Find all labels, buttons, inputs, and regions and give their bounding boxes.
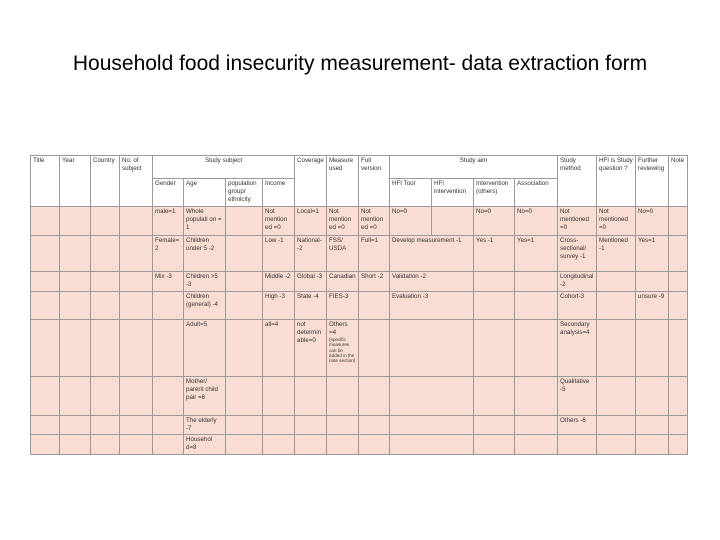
cell-further[interactable]	[636, 272, 669, 292]
cell-hfi-tool[interactable]	[390, 320, 474, 377]
cell-no-subject[interactable]	[120, 272, 153, 292]
table-row	[31, 207, 688, 236]
cell-coverage[interactable]	[295, 435, 327, 455]
cell-hfi-question[interactable]	[597, 320, 636, 377]
cell-year[interactable]	[60, 416, 91, 435]
cell-hfi-tool[interactable]	[390, 377, 474, 416]
cell-country[interactable]	[91, 207, 120, 236]
cell-age[interactable]: Whole populati on = 1	[184, 207, 226, 236]
cell-intervention-others[interactable]: Yes -1	[474, 236, 515, 272]
cell-coverage[interactable]: National--2	[295, 236, 327, 272]
cell-age[interactable]: Children >5 -3	[184, 272, 226, 292]
cell-income[interactable]	[263, 435, 295, 455]
data-extraction-table	[30, 155, 688, 455]
cell-measure[interactable]: Canadian	[327, 272, 359, 292]
subheader-hfi-tool: HFI Tool	[390, 179, 432, 207]
header-full-version: Full version	[359, 156, 390, 207]
cell-no-subject[interactable]	[120, 416, 153, 435]
cell-hfi-question[interactable]	[597, 435, 636, 455]
cell-method[interactable]: Qualitative -5	[558, 377, 597, 416]
cell-further[interactable]: No=0	[636, 207, 669, 236]
table-row	[31, 272, 688, 292]
cell-measure[interactable]	[327, 416, 359, 435]
cell-no-subject[interactable]	[120, 292, 153, 320]
cell-country[interactable]	[91, 236, 120, 272]
cell-further[interactable]	[636, 377, 669, 416]
page-title: Household food insecurity measurement- data extraction form	[72, 52, 648, 75]
cell-intervention-others[interactable]	[474, 416, 515, 435]
cell-intervention-others[interactable]	[474, 377, 515, 416]
cell-population-group[interactable]	[226, 292, 263, 320]
cell-title[interactable]	[31, 207, 60, 236]
cell-association[interactable]: No=0	[515, 207, 558, 236]
cell-coverage[interactable]: Global -3	[295, 272, 327, 292]
cell-population-group[interactable]	[226, 236, 263, 272]
cell-hfi-question[interactable]	[597, 377, 636, 416]
cell-intervention-others[interactable]	[474, 272, 515, 292]
cell-gender[interactable]: Mix -3	[153, 272, 184, 292]
cell-further[interactable]	[636, 435, 669, 455]
cell-measure[interactable]	[327, 377, 359, 416]
cell-year[interactable]	[60, 236, 91, 272]
cell-age[interactable]: Children (general) -4	[184, 292, 226, 320]
cell-method[interactable]: Others -6	[558, 416, 597, 435]
cell-gender[interactable]: male=1	[153, 207, 184, 236]
header-no-subject: No. of subject	[120, 156, 153, 207]
header-hfi-study-question: HFI is Study question ?	[597, 156, 636, 207]
cell-income[interactable]	[263, 416, 295, 435]
cell-gender[interactable]	[153, 292, 184, 320]
cell-full[interactable]	[359, 416, 390, 435]
cell-gender[interactable]: Female=2	[153, 236, 184, 272]
cell-population-group[interactable]	[226, 207, 263, 236]
cell-hfi-intervention[interactable]	[432, 207, 474, 236]
cell-method[interactable]	[558, 435, 597, 455]
header-further-reviewing: Further reviewing	[636, 156, 669, 207]
cell-hfi-question[interactable]	[597, 416, 636, 435]
cell-year[interactable]	[60, 272, 91, 292]
cell-no-subject[interactable]	[120, 207, 153, 236]
cell-year[interactable]	[60, 292, 91, 320]
cell-intervention-others[interactable]	[474, 320, 515, 377]
measure-note: (specific measures can be added in the note section)	[329, 337, 356, 364]
cell-association[interactable]	[515, 320, 558, 377]
header-measure-used: Measure used	[327, 156, 359, 207]
cell-year[interactable]	[60, 435, 91, 455]
cell-further[interactable]: unsure -9	[636, 292, 669, 320]
cell-country[interactable]	[91, 292, 120, 320]
header-country: Country	[91, 156, 120, 207]
cell-age[interactable]: Children under 5 -2	[184, 236, 226, 272]
cell-country[interactable]	[91, 272, 120, 292]
cell-further[interactable]	[636, 320, 669, 377]
header-title: Title	[31, 156, 60, 207]
cell-country[interactable]	[91, 435, 120, 455]
cell-measure[interactable]	[327, 435, 359, 455]
cell-country[interactable]	[91, 320, 120, 377]
cell-coverage[interactable]: State -4	[295, 292, 327, 320]
subheader-age: Age	[184, 179, 226, 207]
cell-full[interactable]	[359, 320, 390, 377]
cell-income[interactable]: all=4	[263, 320, 295, 377]
subheader-hfi-intervention: HFI intervention	[432, 179, 474, 207]
cell-method[interactable]: Longitudinal -2	[558, 272, 597, 292]
cell-population-group[interactable]	[226, 377, 263, 416]
cell-hfi-question[interactable]	[597, 292, 636, 320]
table-row	[31, 292, 688, 320]
table-row	[31, 435, 688, 455]
header-study-aim: Study aim	[390, 156, 558, 179]
cell-income[interactable]	[263, 377, 295, 416]
cell-association[interactable]: Yes=1	[515, 236, 558, 272]
cell-title[interactable]	[31, 377, 60, 416]
cell-country[interactable]	[91, 416, 120, 435]
cell-method[interactable]: Not mentioned =0	[558, 207, 597, 236]
cell-gender[interactable]	[153, 377, 184, 416]
cell-population-group[interactable]	[226, 320, 263, 377]
cell-note[interactable]	[669, 272, 688, 292]
cell-age[interactable]: The elderly -7	[184, 416, 226, 435]
cell-title[interactable]	[31, 320, 60, 377]
cell-coverage[interactable]: Local=1	[295, 207, 327, 236]
cell-measure[interactable]: Not mention ed =0	[327, 207, 359, 236]
cell-measure[interactable]: FIES-3	[327, 292, 359, 320]
cell-note[interactable]	[669, 292, 688, 320]
cell-intervention-others[interactable]: No=0	[474, 207, 515, 236]
cell-full[interactable]: Short -2	[359, 272, 390, 292]
cell-note[interactable]	[669, 377, 688, 416]
cell-income[interactable]: Low -1	[263, 236, 295, 272]
cell-measure[interactable]: FSS/ USDA	[327, 236, 359, 272]
cell-hfi-tool[interactable]: Evaluation -3	[390, 292, 474, 320]
cell-full[interactable]: Not mention ed =0	[359, 207, 390, 236]
cell-year[interactable]	[60, 207, 91, 236]
cell-note[interactable]	[669, 435, 688, 455]
cell-no-subject[interactable]	[120, 236, 153, 272]
cell-income[interactable]: High -3	[263, 292, 295, 320]
cell-intervention-others[interactable]	[474, 292, 515, 320]
cell-age[interactable]: Adult=5	[184, 320, 226, 377]
cell-note[interactable]	[669, 416, 688, 435]
cell-further[interactable]	[636, 416, 669, 435]
cell-hfi-question[interactable]: Not mentioned =0	[597, 207, 636, 236]
cell-association[interactable]	[515, 377, 558, 416]
cell-method[interactable]: Secondary analysis=4	[558, 320, 597, 377]
cell-hfi-question[interactable]	[597, 272, 636, 292]
cell-gender[interactable]	[153, 435, 184, 455]
cell-title[interactable]	[31, 416, 60, 435]
cell-gender[interactable]	[153, 416, 184, 435]
cell-note[interactable]	[669, 320, 688, 377]
cell-association[interactable]	[515, 435, 558, 455]
header-coverage: Coverage	[295, 156, 327, 207]
cell-hfi-tool[interactable]	[390, 435, 474, 455]
cell-hfi-tool[interactable]: Develop measurement -1	[390, 236, 474, 272]
cell-hfi-tool[interactable]: Validation -2	[390, 272, 474, 292]
cell-hfi-tool[interactable]: No=0	[390, 207, 432, 236]
cell-note[interactable]	[669, 207, 688, 236]
table-row	[31, 236, 688, 272]
subheader-income: Income	[263, 179, 295, 207]
cell-title[interactable]	[31, 292, 60, 320]
subheader-population-group: population group/ ethnicity	[226, 179, 263, 207]
header-year: Year	[60, 156, 91, 207]
cell-association[interactable]	[515, 416, 558, 435]
subheader-gender: Gender	[153, 179, 184, 207]
header-study-subject: Study subject	[153, 156, 295, 179]
cell-title[interactable]	[31, 435, 60, 455]
cell-further[interactable]: Yes=1	[636, 236, 669, 272]
cell-association[interactable]	[515, 272, 558, 292]
cell-year[interactable]	[60, 377, 91, 416]
cell-hfi-question[interactable]: Mentioned -1	[597, 236, 636, 272]
cell-coverage[interactable]	[295, 377, 327, 416]
table-row	[31, 320, 688, 377]
cell-measure[interactable]	[327, 320, 359, 377]
cell-method[interactable]: Cross-sectional/ survey -1	[558, 236, 597, 272]
header-note: Note	[669, 156, 688, 207]
cell-income[interactable]: Middle -2	[263, 272, 295, 292]
cell-method[interactable]: Cohort-3	[558, 292, 597, 320]
cell-year[interactable]	[60, 320, 91, 377]
cell-full[interactable]: Full=1	[359, 236, 390, 272]
cell-title[interactable]	[31, 272, 60, 292]
cell-gender[interactable]	[153, 320, 184, 377]
header-study-method: Study method	[558, 156, 597, 207]
cell-coverage[interactable]	[295, 416, 327, 435]
cell-age[interactable]: Mother/ parent child pair =6	[184, 377, 226, 416]
cell-hfi-tool[interactable]	[390, 416, 474, 435]
table-row	[31, 377, 688, 416]
measure-value: Others =4	[329, 321, 348, 337]
cell-intervention-others[interactable]	[474, 435, 515, 455]
cell-no-subject[interactable]	[120, 320, 153, 377]
cell-country[interactable]	[91, 377, 120, 416]
subheader-association: Association	[515, 179, 558, 207]
cell-full[interactable]	[359, 435, 390, 455]
cell-coverage[interactable]: not determin able=0	[295, 320, 327, 377]
header-row	[31, 156, 688, 179]
subheader-intervention-others: Intervention (others)	[474, 179, 515, 207]
cell-income[interactable]: Not mention ed =0	[263, 207, 295, 236]
cell-population-group[interactable]	[226, 416, 263, 435]
cell-age[interactable]: Househol d=8	[184, 435, 226, 455]
cell-no-subject[interactable]	[120, 435, 153, 455]
cell-full[interactable]	[359, 377, 390, 416]
cell-population-group[interactable]	[226, 435, 263, 455]
cell-full[interactable]	[359, 292, 390, 320]
table-row	[31, 416, 688, 435]
cell-title[interactable]	[31, 236, 60, 272]
cell-association[interactable]	[515, 292, 558, 320]
cell-note[interactable]	[669, 236, 688, 272]
cell-no-subject[interactable]	[120, 377, 153, 416]
cell-population-group[interactable]	[226, 272, 263, 292]
